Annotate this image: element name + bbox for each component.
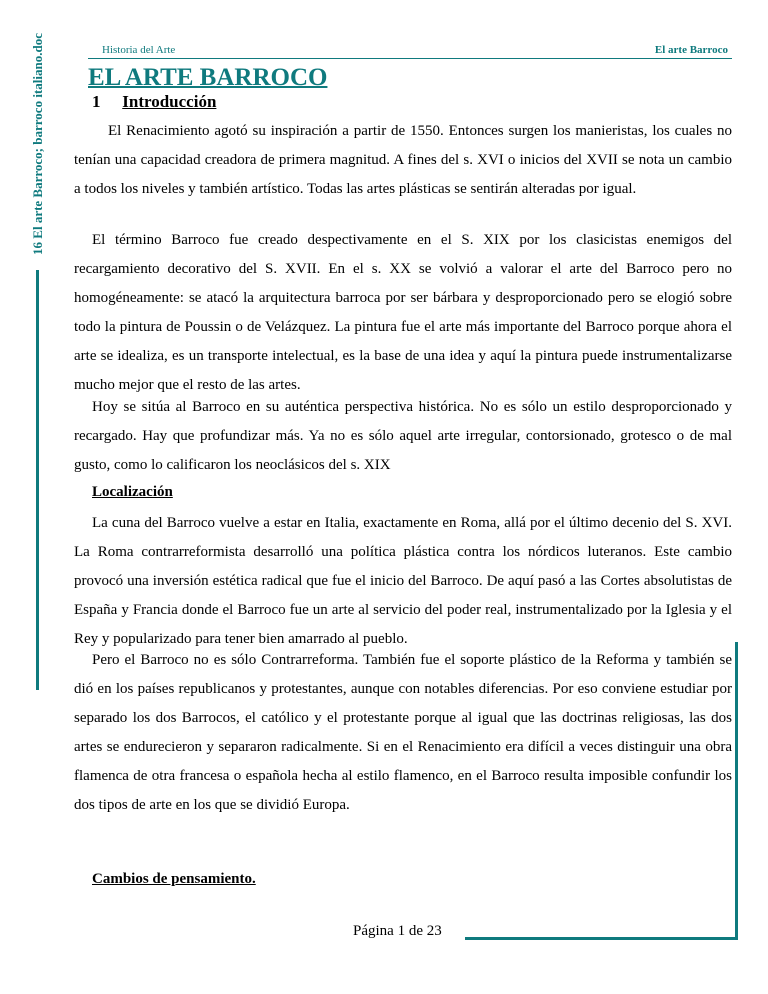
paragraph-2: El término Barroco fue creado despectivamente en el S. XIX por los clasicistas enemigos del recargamiento decorativo del S. XVII. En el s. XX se volvió a valorar el arte del Barroco pero no homogéneamente: se atacó la arquitectura barroca por ser bárbara y desproporcionado pero se elogió sobre todo la pintura de Poussin o de Velázquez. La pintura fue el arte más importante del Barroco porque ahora el arte se idealiza, es un transporte intelectual, es la base de una idea y aquí la pintura puede instrumentalizarse mucho mejor que el resto de las artes. — [74, 232, 732, 393]
page-number: Página 1 de 23 — [353, 923, 442, 939]
page-header — [88, 44, 732, 59]
paragraph-4: La cuna del Barroco vuelve a estar en Italia, exactamente en Roma, allá por el último decenio del S. XVI. La Roma contrarreformista desarrolló una política plástica contra los nórdicos luteranos. Este cambio provocó una inversión estética radical que fue el inicio del Barroco. De aquí pasó a las Cortes absolutistas de España y Francia donde el Barroco fue un arte al servicio del poder real, instrumentalizado por la Iglesia y el Rey y popularizado para tener bien amarrado al pueblo. — [74, 515, 732, 647]
document-title: EL ARTE BARROCO — [88, 64, 328, 91]
header-left-text: Historia del Arte — [102, 44, 176, 56]
subheading-cambios-de-pensamiento: Cambios de pensamiento. — [92, 871, 256, 887]
section-number: 1 — [92, 92, 101, 111]
section-heading-introduccion — [92, 92, 216, 112]
paragraph-5: Pero el Barroco no es sólo Contrarreforma. También fue el soporte plástico de la Reforma y también se dió en los países republicanos y protestantes, aunque con notables diferencias. Por eso conviene estudiar por separado los dos Barrocos, el católico y el protestante porque al igual que las doctrinas religiosas, las dos artes se endurecieron y separaron radicalmente. Si en el Renacimiento era difícil a veces distinguir una obra flamenca de otra francesa o española hecha al estilo flamenco, en el Barroco resulta imposible confundir los dos tipos de arte en los que se dividió Europa. — [74, 652, 732, 813]
paragraph-1: El Renacimiento agotó su inspiración a partir de 1550. Entonces surgen los manieristas, los cuales no tenían una capacidad creadora de primera magnitud. A fines del s. XVI o inicios del XVII se nota un cambio a todos los niveles y también artístico. Todas las artes plásticas se sentirán alteradas por igual. — [74, 123, 732, 197]
document-filename: 16 El arte Barroco; barroco italiano.doc — [30, 33, 45, 255]
paragraph-3: Hoy se sitúa al Barroco en su auténtica perspectiva histórica. No es sólo un estilo desproporcionado y recargado. Hay que profundizar más. Ya no es sólo aquel arte irregular, contorsionado, grotesco o de mal gusto, como lo calificaron los neoclásicos del s. XIX — [74, 399, 732, 473]
left-border-line — [36, 270, 39, 690]
section-label: Introducción — [122, 92, 217, 111]
header-right-text: El arte Barroco — [654, 44, 728, 56]
right-border-line — [735, 642, 738, 939]
subheading-localizacion: Localización — [92, 484, 173, 500]
document-filename-tab — [28, 18, 48, 270]
footer-border-line — [465, 937, 738, 940]
